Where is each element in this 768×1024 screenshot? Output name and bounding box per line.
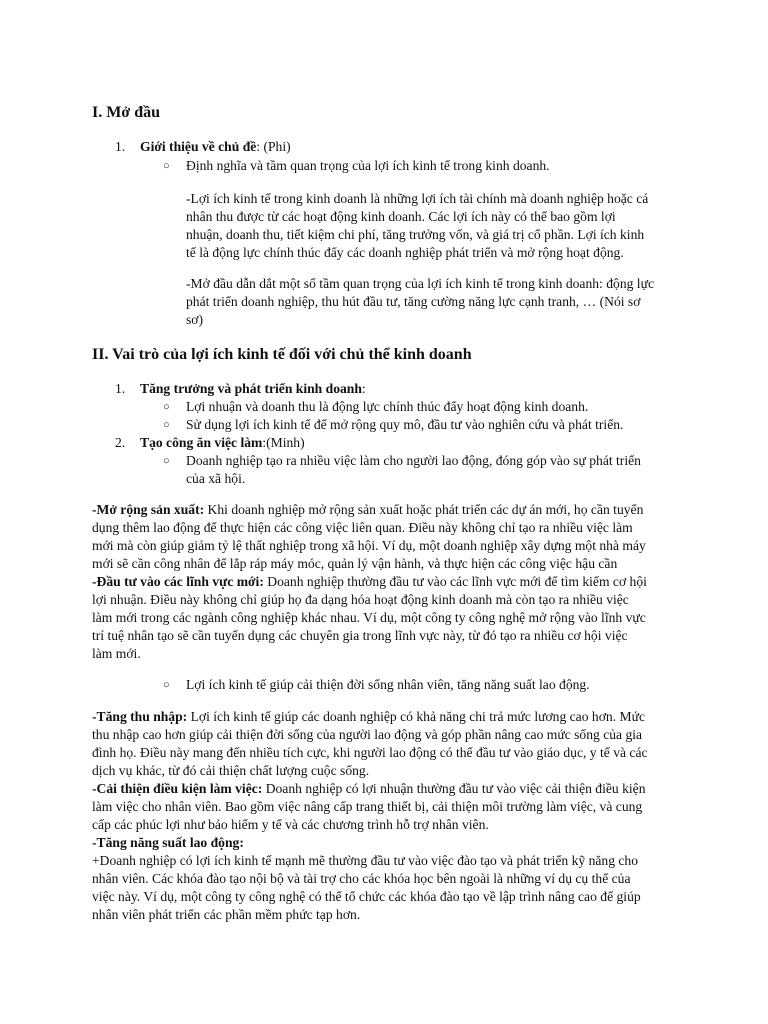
paragraph-label: -Tăng năng suất lao động: xyxy=(92,835,244,850)
list-item-suffix: :(Minh) xyxy=(262,435,305,450)
paragraph-label: -Mở rộng sản xuất: xyxy=(92,502,205,517)
paragraph-line: nhân thu được từ các hoạt động kinh doanh. Các lợi ích này có thể bao gồm lợi xyxy=(186,209,616,224)
paragraph-line: phát triển doanh nghiệp, thu hút đầu tư, tăng cường năng lực cạnh tranh, … (Nói sơ xyxy=(186,294,641,309)
list-item-title xyxy=(140,434,305,452)
paragraph-line: trí tuệ nhân tạo sẽ cần tuyển dụng các chuyên gia trong lĩnh vực này, từ đó tạo ra nhiều cơ hội việc xyxy=(92,628,628,643)
paragraph-line: dịch vụ khác, từ đó cải thiện chất lượng cuộc sống. xyxy=(92,763,370,778)
bullet-circle: ○ xyxy=(163,160,170,172)
list-number: 1. xyxy=(115,139,126,154)
sub-item: Định nghĩa và tầm quan trọng của lợi ích kinh tế trong kinh doanh. xyxy=(186,158,550,173)
paragraph-line: nhân viên. Các khóa đào tạo nội bộ và tài trợ cho các khóa học bên ngoài là những ví dụ cụ thể của xyxy=(92,871,631,886)
paragraph-text: Lợi ích kinh tế giúp các doanh nghiệp có khả năng chi trả mức lương cao hơn. Mức xyxy=(187,709,645,724)
list-item-suffix: : xyxy=(361,381,366,396)
paragraph-line: nhuận, doanh thu, tiết kiệm chi phí, tăng trưởng vốn, và giá trị cổ phần. Lợi ích kinh xyxy=(186,227,645,242)
bullet-circle: ○ xyxy=(163,455,170,467)
list-item-title xyxy=(140,380,366,398)
paragraph-line: nhân viên phát triển các phần mềm phức tạp hơn. xyxy=(92,907,361,922)
list-item-label: Tăng trưởng và phát triển kinh doanh xyxy=(140,381,362,396)
bullet-circle: ○ xyxy=(163,679,170,691)
section-1-heading: I. Mở đầu xyxy=(92,104,160,121)
bullet-circle: ○ xyxy=(163,401,170,413)
paragraph-line xyxy=(92,780,646,798)
paragraph-line xyxy=(92,708,645,726)
paragraph-line: lợi nhuận. Điều này không chỉ giúp họ đa dạng hóa hoạt động kinh doanh mà còn tạo ra nhiều việc xyxy=(92,592,629,607)
list-item-label: Giới thiệu về chủ đề xyxy=(140,139,257,154)
list-number: 2. xyxy=(115,435,126,450)
paragraph-line: cấp các phúc lợi như bảo hiểm y tế và các chương trình hỗ trợ nhân viên. xyxy=(92,817,489,832)
paragraph-line: làm mới. xyxy=(92,646,141,661)
list-item-title xyxy=(140,138,291,156)
paragraph-text: Khi doanh nghiệp mở rộng sản xuất hoặc phát triển các dự án mới, họ cần tuyển xyxy=(204,502,644,517)
list-number: 1. xyxy=(115,381,126,396)
paragraph-line: mới mà còn giúp giảm tỷ lệ thất nghiệp trong xã hội. Ví dụ, một doanh nghiệp xây dựng một nhà máy xyxy=(92,538,646,553)
paragraph-line: sơ) xyxy=(186,312,204,327)
paragraph-label: -Đầu tư vào các lĩnh vực mới: xyxy=(92,574,264,589)
sub-item: Doanh nghiệp tạo ra nhiều việc làm cho người lao động, đóng góp vào sự phát triển xyxy=(186,453,641,468)
bullet-circle: ○ xyxy=(163,419,170,431)
paragraph-line: +Doanh nghiệp có lợi ích kinh tế mạnh mẽ thường đầu tư vào việc đào tạo và phát triển kỹ năng cho xyxy=(92,853,639,868)
paragraph-line xyxy=(92,834,244,852)
sub-item: Lợi ích kinh tế giúp cải thiện đời sống nhân viên, tăng năng suất lao động. xyxy=(186,677,590,692)
paragraph-text: Doanh nghiệp thường đầu tư vào các lĩnh vực mới để tìm kiếm cơ hội xyxy=(263,574,647,589)
list-item-label: Tạo công ăn việc làm xyxy=(140,435,263,450)
sub-item: Sử dụng lợi ích kinh tế để mở rộng quy mô, đầu tư vào nghiên cứu và phát triển. xyxy=(186,417,624,432)
paragraph-line: thu nhập cao hơn giúp cải thiện đời sống của người lao động và góp phần nâng cao mức sống của gia xyxy=(92,727,643,742)
paragraph-line: việc này. Ví dụ, một công ty công nghệ có thể tổ chức các khóa đào tạo về lập trình nâng cao để giúp xyxy=(92,889,641,904)
section-2-heading: II. Vai trò của lợi ích kinh tế đối với chủ thể kinh doanh xyxy=(92,346,472,363)
list-item-suffix: : (Phi) xyxy=(256,139,291,154)
paragraph-line: làm mới trong các ngành công nghiệp khác nhau. Ví dụ, một công ty công nghệ mở rộng vào lĩnh vực xyxy=(92,610,646,625)
paragraph-line: -Lợi ích kinh tế trong kinh doanh là những lợi ích tài chính mà doanh nghiệp hoặc cá xyxy=(186,191,649,206)
paragraph-line xyxy=(92,573,647,591)
paragraph-line: đình họ. Điều này mang đến nhiều tích cực, khi người lao động có thể đầu tư vào giáo dục, y tế và các xyxy=(92,745,648,760)
paragraph-line: mới sẽ cần công nhân để lắp ráp máy móc, quản lý vận hành, và thực hiện các công việc hậu cần xyxy=(92,556,618,571)
paragraph-text: Doanh nghiệp có lợi nhuận thường đầu tư vào việc cải thiện điều kiện xyxy=(262,781,646,796)
paragraph-line: làm việc cho nhân viên. Bao gồm việc nâng cấp trang thiết bị, cải thiện môi trường làm việc, và cung xyxy=(92,799,643,814)
sub-item: của xã hội. xyxy=(186,471,246,486)
paragraph-line: -Mở đầu dẫn dắt một số tầm quan trọng của lợi ích kinh tế trong kinh doanh: động lực xyxy=(186,276,654,291)
paragraph-label: -Tăng thu nhập: xyxy=(92,709,188,724)
paragraph-label: -Cải thiện điều kiện làm việc: xyxy=(92,781,263,796)
paragraph-line: dụng thêm lao động để thực hiện các công việc liên quan. Điều này không chỉ tạo ra nhiều việc làm xyxy=(92,520,633,535)
sub-item: Lợi nhuận và doanh thu là động lực chính thúc đẩy hoạt động kinh doanh. xyxy=(186,399,589,414)
paragraph-line: tế là động lực chính thúc đẩy các doanh nghiệp phát triển và mở rộng hoạt động. xyxy=(186,245,624,260)
paragraph-line xyxy=(92,501,643,519)
